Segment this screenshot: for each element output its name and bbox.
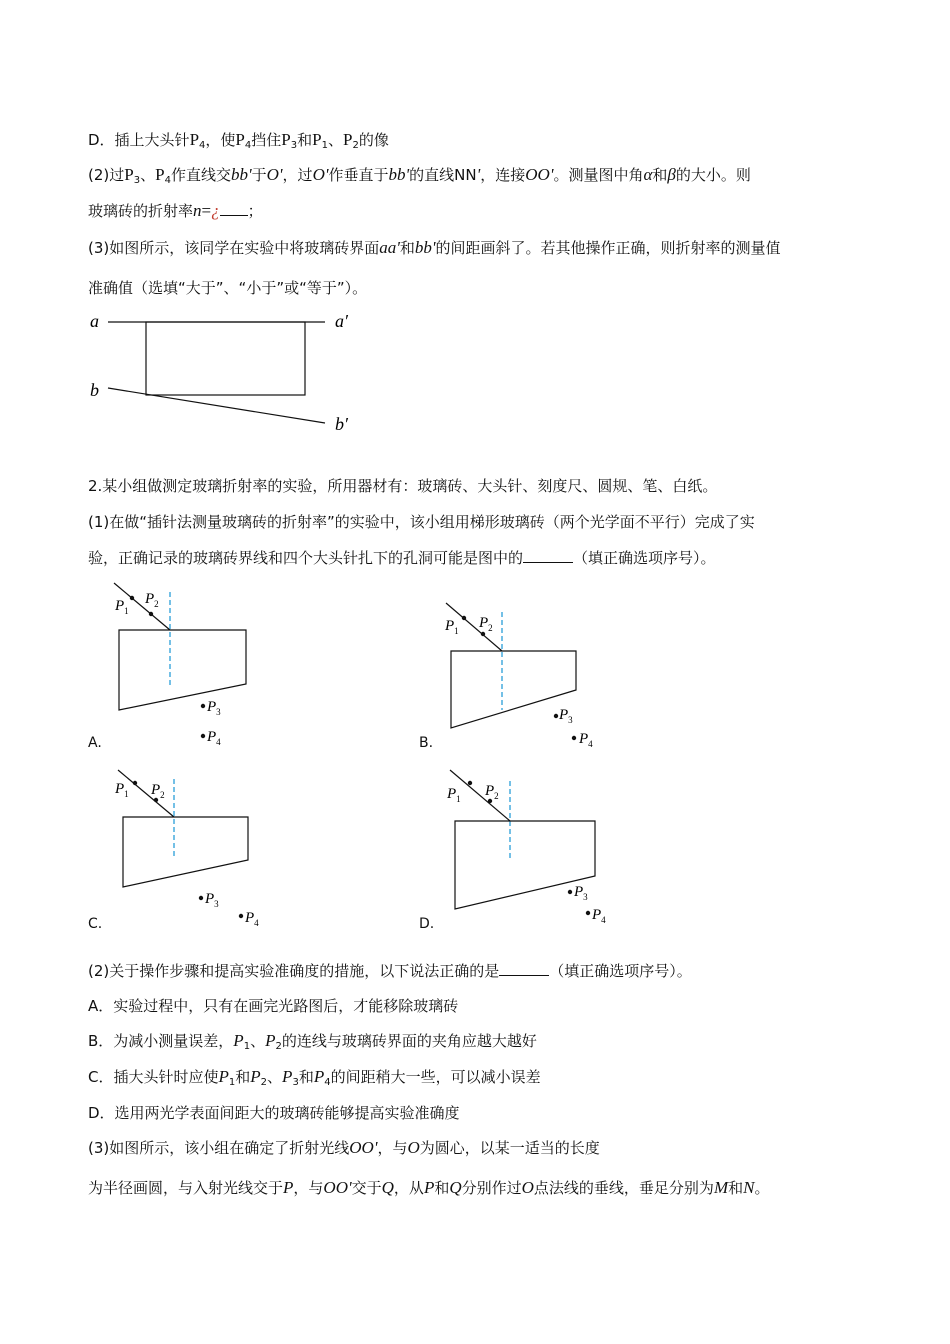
pin-p4 <box>239 914 243 918</box>
pin-p3 <box>554 714 558 718</box>
text: (3)如图所示，该小组在确定了折射光线 <box>88 1139 350 1157</box>
answer-blank <box>220 201 248 216</box>
math: O <box>521 1178 534 1197</box>
math: ' <box>347 1178 352 1197</box>
subscript: 1 <box>243 1041 251 1052</box>
text: 、 <box>250 1032 266 1050</box>
pin-p4 <box>201 734 205 738</box>
figure-a <box>100 578 270 753</box>
text: 挡住 <box>251 131 282 149</box>
q2-part2-stem <box>88 961 692 981</box>
figure-b-label: B. <box>419 735 434 751</box>
text: （填正确选项序号）。 <box>549 962 692 980</box>
subscript: 3 <box>133 175 141 186</box>
subscript: 2 <box>260 1077 268 1088</box>
text: 分别作过 <box>461 1179 522 1197</box>
text: 的间距稍大一些，可以减小误差 <box>330 1068 541 1086</box>
q2-part3-line2 <box>88 1178 769 1198</box>
text: ，与 <box>377 1139 408 1157</box>
text: ，从 <box>393 1179 424 1197</box>
text: (3)如图所示，该同学在实验中将玻璃砖界面 <box>88 239 380 257</box>
text: 的连线与玻璃砖界面的夹角应越大越好 <box>281 1032 537 1050</box>
text: 和 <box>434 1179 450 1197</box>
label-p4: $P_4$ <box>592 907 606 925</box>
q2-part2-option-d <box>88 1103 460 1123</box>
subscript: 4 <box>244 140 252 151</box>
q2-part1-line2 <box>88 548 716 568</box>
subscript: 3 <box>292 1077 299 1088</box>
label-a-prime: a′ <box>335 311 348 331</box>
symbol: P <box>343 130 353 149</box>
math: O <box>407 1138 420 1157</box>
text: 为圆心，以某一适当的长度 <box>419 1139 600 1157</box>
math: OO <box>525 165 550 184</box>
interface-bb <box>108 388 325 423</box>
label-b-prime: b′ <box>335 414 348 434</box>
subscript: 4 <box>199 140 206 151</box>
pin-p3 <box>568 890 572 894</box>
q2-part2-option-a <box>88 996 458 1016</box>
label-p3: $P_3$ <box>574 884 588 902</box>
label-a: a <box>90 311 99 331</box>
math: P <box>233 1031 244 1050</box>
text: 、 <box>327 131 343 149</box>
text: 的直线NN <box>409 166 477 184</box>
text: 和 <box>297 131 313 149</box>
math: ¿ <box>211 201 220 220</box>
answer-blank <box>523 548 573 563</box>
label-p1: $P_1$ <box>115 598 129 616</box>
subscript: 2 <box>352 140 359 151</box>
text: 交于 <box>351 1179 382 1197</box>
label-p2: $P_2$ <box>145 591 159 609</box>
label-p2: $P_2$ <box>479 615 493 633</box>
text: 。测量图中角 <box>553 166 644 184</box>
math: P <box>265 1031 276 1050</box>
math: ' <box>278 165 283 184</box>
text: 为半径画圆，与入射光线交于 <box>88 1179 284 1197</box>
text: ； <box>247 202 263 220</box>
label-p4: $P_4$ <box>579 731 593 749</box>
subscript: 1 <box>228 1077 236 1088</box>
pin-p3 <box>201 704 205 708</box>
pin-p1 <box>462 616 466 620</box>
text: D．插上大头针 <box>88 131 190 149</box>
answer-blank <box>499 961 549 976</box>
symbol: P <box>124 165 134 184</box>
math: ' <box>247 165 252 184</box>
pin-p1 <box>468 781 472 785</box>
math: OO <box>323 1178 348 1197</box>
label-p3: $P_3$ <box>207 699 221 717</box>
text: B．为减小测量误差， <box>88 1032 234 1050</box>
label-p2: $P_2$ <box>485 783 499 801</box>
pin-p2 <box>481 632 485 636</box>
symbol: P <box>235 130 245 149</box>
math: = <box>201 201 212 220</box>
text: ，与 <box>293 1179 324 1197</box>
math: bb <box>230 165 248 184</box>
text: 和 <box>652 166 668 184</box>
label-p3: $P_3$ <box>559 707 573 725</box>
text: 的大小。则 <box>675 166 751 184</box>
math: ' <box>476 165 481 184</box>
text: ，使 <box>205 131 236 149</box>
pin-p2 <box>149 612 153 616</box>
text: 准确值（选填“大于”、“小于”或“等于”）。 <box>88 279 368 297</box>
label-p2: $P_2$ <box>151 782 165 800</box>
math: ' <box>431 238 436 257</box>
q2-part1-line1 <box>88 512 755 532</box>
math: O <box>312 165 325 184</box>
symbol: P <box>155 165 165 184</box>
text: 玻璃砖的折射率 <box>88 202 194 220</box>
text: 的间距画斜了。若其他操作正确，则折射率的测量值 <box>435 239 781 257</box>
math: M <box>713 1178 729 1197</box>
q2-part2-option-c <box>88 1067 541 1093</box>
label-p1: $P_1$ <box>445 618 459 636</box>
math: bb <box>388 165 406 184</box>
subscript: 2 <box>275 1041 282 1052</box>
pin-p3 <box>199 896 203 900</box>
math: ' <box>396 238 400 257</box>
math: O <box>266 165 279 184</box>
text: 点法线的垂线，垂足分别为 <box>533 1179 714 1197</box>
math: P <box>313 1067 325 1086</box>
math: ' <box>405 165 410 184</box>
figure-d <box>436 765 616 935</box>
text: (2)过 <box>88 166 125 184</box>
math: bb <box>414 238 432 257</box>
subscript: 4 <box>164 175 171 186</box>
pin-p1 <box>130 596 134 600</box>
text: 作垂直于 <box>328 166 389 184</box>
math: ' <box>549 165 554 184</box>
math: P <box>250 1067 261 1086</box>
q2-stem <box>88 476 717 496</box>
math: P <box>283 1178 294 1197</box>
text: 2.某小组做测定玻璃折射率的实验，所用器材有：玻璃砖、大头针、刻度尺、圆规、笔、白纸。 <box>88 477 718 495</box>
math: Q <box>381 1178 394 1197</box>
math: aa <box>379 238 397 257</box>
glass-block-figure <box>80 305 370 440</box>
text: (2)关于操作步骤和提高实验准确度的措施，以下说法正确的是 <box>88 962 500 980</box>
text: 、 <box>267 1068 283 1086</box>
pin-p2 <box>488 799 492 803</box>
text: A．实验过程中，只有在画完光路图后，才能移除玻璃砖 <box>88 997 459 1015</box>
label-b: b <box>90 380 99 400</box>
glass-block <box>146 322 305 395</box>
figure-c <box>104 765 274 935</box>
text: D．选用两光学表面间距大的玻璃砖能够提高实验准确度 <box>88 1104 460 1122</box>
math: P <box>282 1067 293 1086</box>
subscript: 3 <box>290 140 298 151</box>
pin-p1 <box>133 781 137 785</box>
math: n <box>193 201 202 220</box>
figure-d-label: D. <box>419 916 435 932</box>
text: ，连接 <box>480 166 526 184</box>
pin-p4 <box>572 736 576 740</box>
math: ' <box>324 165 329 184</box>
text: C．插大头针时应使 <box>88 1068 219 1086</box>
text: 的像 <box>358 131 389 149</box>
symbol: P <box>312 130 322 149</box>
trapezoid-glass <box>123 817 248 887</box>
pin-p4 <box>586 911 590 915</box>
q2-part2-option-b <box>88 1031 537 1057</box>
figure-a-label: A. <box>88 735 102 751</box>
q1-part3-line2 <box>88 278 367 298</box>
text: ，过 <box>282 166 313 184</box>
text: 和 <box>298 1068 314 1086</box>
text: (1)在做“插针法测量玻璃砖的折射率”的实验中，该小组用梯形玻璃砖（两个光学面不平行）完成了实 <box>88 513 755 531</box>
math: β <box>667 165 676 184</box>
symbol: P <box>189 130 200 149</box>
q1-option-d <box>88 130 389 156</box>
text: 。 <box>754 1179 770 1197</box>
label-p4: $P_4$ <box>207 729 221 747</box>
text: 和 <box>399 239 415 257</box>
trapezoid-glass <box>119 630 246 710</box>
text: 作直线交 <box>170 166 231 184</box>
text: 验，正确记录的玻璃砖界线和四个大头针扎下的孔洞可能是图中的 <box>88 549 524 567</box>
label-p3: $P_3$ <box>205 891 219 909</box>
q2-part3-line1 <box>88 1138 600 1158</box>
q1-part2-line2 <box>88 201 263 221</box>
label-p1: $P_1$ <box>115 781 129 799</box>
text: 和 <box>235 1068 251 1086</box>
subscript: 4 <box>324 1077 331 1088</box>
math: N <box>743 1178 755 1197</box>
q1-part3-line1 <box>88 238 781 258</box>
math: P <box>218 1067 229 1086</box>
text: 、 <box>140 166 156 184</box>
label-p1: $P_1$ <box>447 786 461 804</box>
math: OO <box>349 1138 374 1157</box>
subscript: 1 <box>321 140 328 151</box>
label-p4: $P_4$ <box>245 910 259 928</box>
math: ' <box>373 1138 378 1157</box>
text: 于 <box>251 166 267 184</box>
figure-c-label: C. <box>88 916 103 932</box>
text: （填正确选项序号）。 <box>573 549 716 567</box>
math: P <box>423 1178 435 1197</box>
math: α <box>643 165 653 184</box>
symbol: P <box>281 130 291 149</box>
pin-p2 <box>154 798 158 802</box>
figure-b <box>432 598 602 758</box>
math: Q <box>449 1178 462 1197</box>
text: 和 <box>728 1179 744 1197</box>
q1-part2-line1 <box>88 165 751 191</box>
